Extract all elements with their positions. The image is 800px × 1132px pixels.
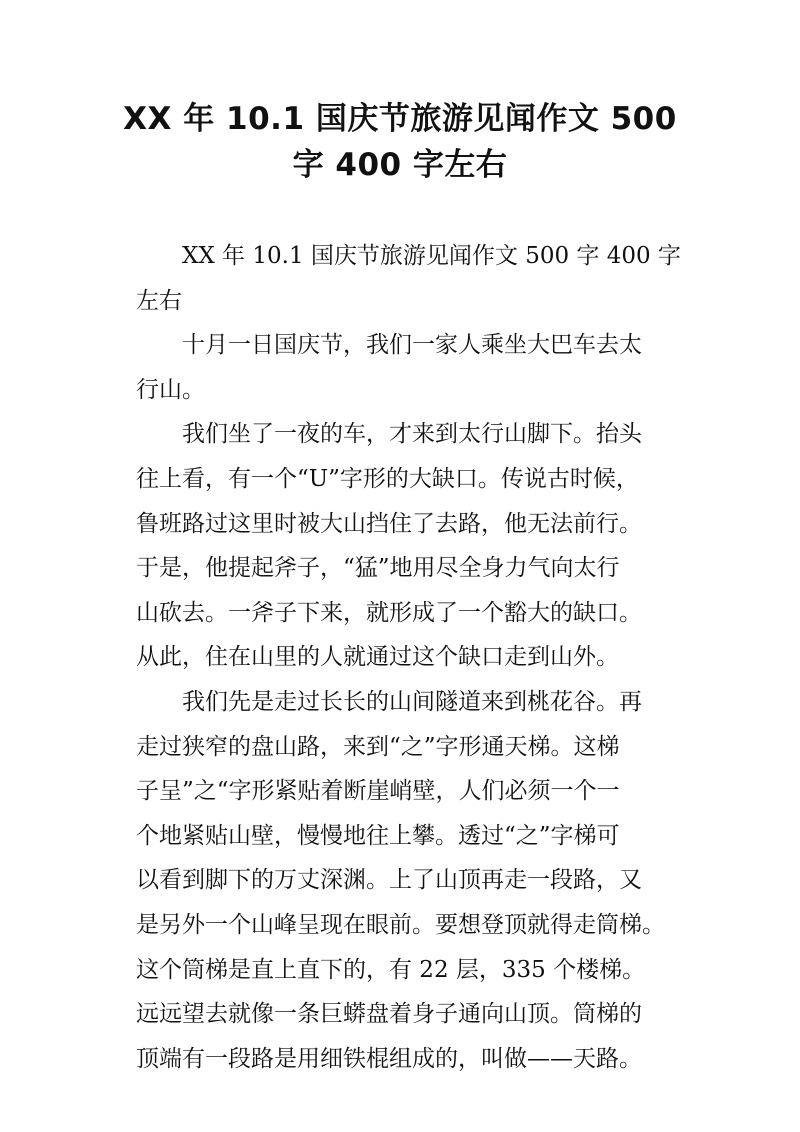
title-line: 字 400 字左右 [292,147,508,183]
paragraph-line: 十月一日国庆节，我们一家人乘坐大巴车去太 [182,332,642,359]
paragraph-line: 行山。 [136,376,205,403]
paragraph-line: 顶端有一段路是用细铁棍组成的，叫做——天路。 [136,1045,642,1072]
paragraph-line: XX 年 10.1 国庆节旅游见闻作文 500 字 400 字 [182,243,681,269]
paragraph-line: 这个筒梯是直上直下的，有 22 层，335 个楼梯。 [136,956,646,983]
paragraph-line: 子呈”之“字形紧贴着断崖峭壁，人们必须一个一 [136,778,620,805]
paragraph-line: 左右 [136,287,182,314]
title-line: XX 年 10.1 国庆节旅游见闻作文 500 [123,101,677,137]
paragraph-line: 我们先是走过长长的山间隧道来到桃花谷。再 [182,688,642,715]
paragraph-line: 从此，住在山里的人就通过这个缺口走到山外。 [136,644,619,671]
paragraph-line: 是另外一个山峰呈现在眼前。要想登顶就得走筒梯。 [136,911,665,938]
paragraph-line: 于是，他提起斧子，“猛”地用尽全身力气向太行 [136,555,620,582]
paragraph-line: 远远望去就像一条巨蟒盘着身子通向山顶。筒梯的 [136,1001,642,1028]
paragraph-line: 我们坐了一夜的车，才来到太行山脚下。抬头 [182,421,642,448]
paragraph-line: 鲁班路过这里时被大山挡住了去路，他无法前行。 [136,510,642,537]
paragraph-line: 走过狭窄的盘山路，来到“之”字形通天梯。这梯 [136,733,620,760]
document-body [136,234,681,1081]
paragraph-line: 山砍去。一斧子下来，就形成了一个豁大的缺口。 [136,599,642,626]
paragraph-line: 个地紧贴山壁，慢慢地往上攀。透过“之”字梯可 [136,822,620,849]
paragraph-line: 往上看，有一个“U”字形的大缺口。传说古时候， [136,465,639,492]
paragraph-line: 以看到脚下的万丈深渊。上了山顶再走一段路，又 [136,867,642,894]
document-title [100,96,700,188]
